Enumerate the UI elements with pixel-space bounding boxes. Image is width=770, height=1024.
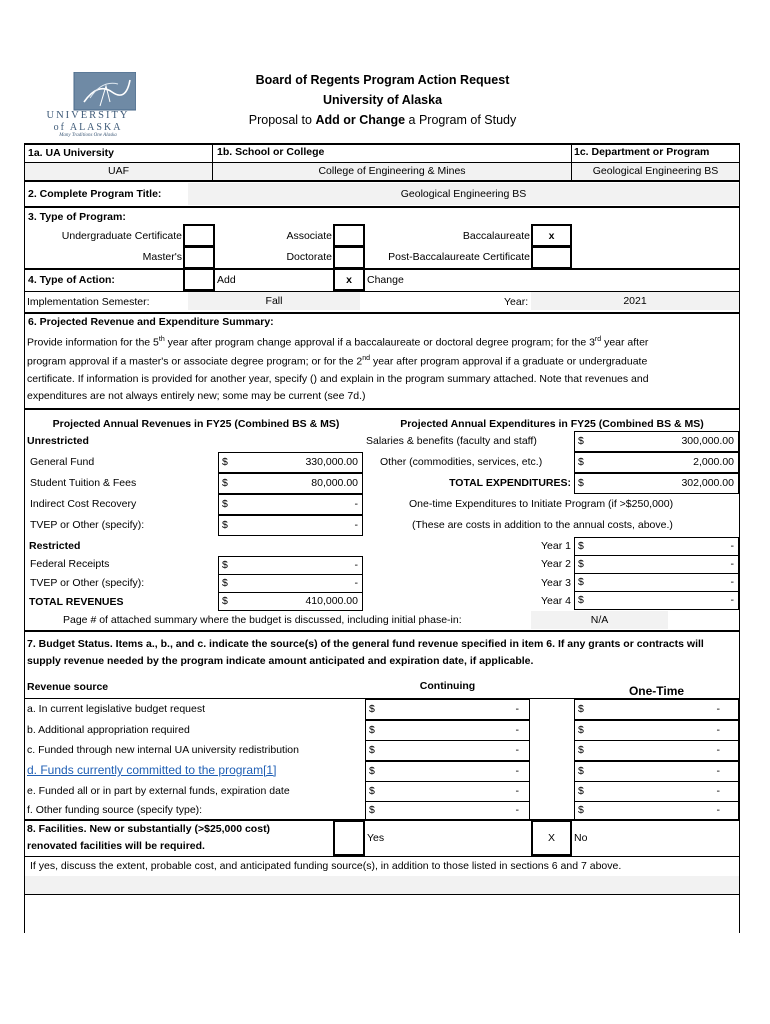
- page-number-label: Page # of attached summary where the budget is discussed, including initial phase-in:: [63, 614, 462, 626]
- add-checkbox[interactable]: [183, 268, 215, 291]
- total-revenues-amount: 410,000.00: [305, 595, 358, 607]
- onetime-amount: -: [716, 744, 720, 756]
- implementation-value[interactable]: Fall: [188, 292, 360, 310]
- currency-symbol: $: [369, 765, 375, 777]
- ua-university-value[interactable]: UAF: [25, 163, 212, 180]
- post-bacc-checkbox[interactable]: [531, 246, 572, 269]
- year-amount-cell[interactable]: [574, 555, 739, 574]
- facilities-yes-label: Yes: [367, 832, 385, 844]
- currency-symbol: $: [222, 577, 228, 589]
- logo-alaska-text: of ALASKA: [53, 122, 123, 133]
- change-label: Change: [367, 274, 404, 286]
- onetime-header: One-Time: [628, 684, 685, 698]
- instructions-line4: expenditures are not always entirely new; some may be current (see 7d.): [27, 390, 366, 402]
- currency-symbol: $: [578, 765, 584, 777]
- sup-nd: nd: [362, 355, 371, 362]
- proposal-bold: Add or Change: [315, 113, 406, 127]
- change-checkbox[interactable]: x: [333, 268, 365, 291]
- total-expenditures-label: TOTAL EXPENDITURES:: [449, 477, 571, 489]
- total-revenues-label: TOTAL REVENUES: [29, 596, 124, 608]
- revenue-label: Indirect Cost Recovery: [30, 498, 137, 510]
- program-title-label: 2. Complete Program Title:: [28, 188, 162, 200]
- instructions-line2: [27, 355, 647, 368]
- continuing-amount: -: [515, 804, 519, 816]
- implementation-label: Implementation Semester:: [27, 296, 150, 308]
- form-subtitle: University of Alaska: [322, 93, 443, 107]
- revenue-amount-cell[interactable]: [218, 515, 363, 536]
- salaries-amount-cell[interactable]: [574, 431, 739, 452]
- revenue-amount: -: [354, 559, 358, 571]
- department-value[interactable]: Geological Engineering BS: [572, 163, 739, 180]
- onetime-amount-cell[interactable]: [574, 801, 739, 820]
- onetime-amount-cell[interactable]: [574, 720, 739, 741]
- baccalaureate-checkbox[interactable]: x: [531, 224, 572, 247]
- action-type-label: 4. Type of Action:: [28, 274, 115, 286]
- onetime-amount: -: [716, 785, 720, 797]
- currency-symbol: $: [369, 785, 375, 797]
- logo-university-text: UNIVERSITY: [46, 110, 130, 121]
- continuing-amount-cell[interactable]: [365, 740, 530, 761]
- year-row-label: Year 1: [541, 540, 571, 552]
- currency-symbol: $: [369, 744, 375, 756]
- currency-symbol: $: [222, 519, 228, 531]
- program-title-value[interactable]: Geological Engineering BS: [188, 183, 739, 205]
- facilities-line1: 8. Facilities. New or substantially (>$25,000 cost): [27, 823, 271, 835]
- total-revenues-cell[interactable]: [218, 592, 363, 611]
- facilities-discussion-field[interactable]: [25, 876, 739, 894]
- year-amount-cell[interactable]: [574, 537, 739, 556]
- instructions-text: program approval if a master's or associate degree program; or for the 2: [27, 355, 363, 368]
- other-amount-cell[interactable]: [574, 452, 739, 473]
- revenue-amount-cell[interactable]: [218, 574, 363, 593]
- logo-tagline: Many Traditions One Alaska: [59, 133, 117, 138]
- total-expenditures-amount: 302,000.00: [681, 477, 734, 489]
- budget-row-label: b. Additional appropriation required: [27, 724, 190, 736]
- revenue-amount: 80,000.00: [311, 477, 358, 489]
- program-type-label: 3. Type of Program:: [28, 211, 126, 223]
- revenue-label: Federal Receipts: [30, 558, 110, 570]
- currency-symbol: $: [578, 576, 584, 588]
- onetime-amount: -: [716, 765, 720, 777]
- budget-status-line1: 7. Budget Status. Items a., b., and c. indicate the source(s) of the general fund revenue specified in item 6. If any grants or contracts will: [27, 638, 704, 650]
- associate-checkbox[interactable]: [333, 224, 365, 247]
- continuing-header: Continuing: [419, 680, 476, 692]
- salaries-label: Salaries & benefits (faculty and staff): [366, 435, 537, 447]
- school-college-label: 1b. School or College: [217, 146, 325, 158]
- year-row-label: Year 2: [541, 558, 571, 570]
- ua-university-label: 1a. UA University: [28, 147, 114, 159]
- instructions-line1: [27, 336, 648, 349]
- onetime-note: (These are costs in addition to the annual costs, above.): [412, 519, 673, 531]
- form-proposal: [190, 113, 575, 127]
- year-value[interactable]: 2021: [531, 292, 739, 310]
- currency-symbol: $: [369, 804, 375, 816]
- continuing-amount: -: [515, 724, 519, 736]
- revenue-label: Student Tuition & Fees: [30, 477, 137, 489]
- currency-symbol: $: [578, 477, 584, 489]
- sup-th: th: [158, 336, 165, 343]
- onetime-label: One-time Expenditures to Initiate Program (if >$250,000): [409, 498, 674, 510]
- instructions-text: Provide information for the 5: [27, 336, 159, 349]
- revenues-title: Projected Annual Revenues in FY25 (Combined BS & MS): [52, 418, 340, 430]
- other-expenditures-label: Other (commodities, services, etc.): [380, 456, 543, 468]
- masters-checkbox[interactable]: [183, 246, 215, 269]
- year-amount: -: [730, 558, 734, 570]
- proposal-post: a Program of Study: [405, 113, 517, 127]
- onetime-amount: -: [716, 804, 720, 816]
- revenue-amount-cell[interactable]: [218, 452, 363, 473]
- instructions-text: year after program approval if a graduate or undergraduate: [370, 355, 648, 368]
- currency-symbol: $: [578, 435, 584, 447]
- post-bacc-label: Post-Baccalaureate Certificate: [388, 251, 530, 263]
- facilities-line2: renovated facilities will be required.: [27, 840, 205, 852]
- university-logo: [40, 72, 136, 140]
- continuing-amount-cell[interactable]: [365, 781, 530, 802]
- revenue-label: General Fund: [30, 456, 95, 468]
- facilities-yes-checkbox[interactable]: [333, 820, 365, 856]
- currency-symbol: $: [578, 456, 584, 468]
- revenue-summary-label: 6. Projected Revenue and Expenditure Summary:: [28, 316, 274, 328]
- instructions-text: year after: [601, 336, 649, 349]
- onetime-amount: -: [716, 703, 720, 715]
- undergrad-cert-label: Undergraduate Certificate: [61, 230, 182, 242]
- currency-symbol: $: [222, 595, 228, 607]
- instructions-text: year after program change approval if a baccalaureate or doctoral degree program; for the 3: [164, 336, 595, 349]
- revenue-amount: -: [354, 498, 358, 510]
- unrestricted-label: Unrestricted: [27, 435, 89, 447]
- currency-symbol: $: [222, 498, 228, 510]
- proposal-pre: Proposal to: [248, 113, 316, 127]
- currency-symbol: $: [222, 456, 228, 468]
- restricted-label: Restricted: [29, 540, 81, 552]
- total-expenditures-cell[interactable]: [574, 473, 739, 494]
- add-label: Add: [217, 274, 236, 286]
- currency-symbol: $: [578, 558, 584, 570]
- continuing-amount: -: [515, 703, 519, 715]
- currency-symbol: $: [578, 785, 584, 797]
- year-amount: -: [730, 540, 734, 552]
- currency-symbol: $: [369, 724, 375, 736]
- salaries-amount: 300,000.00: [681, 435, 734, 447]
- budget-row-label: f. Other funding source (specify type):: [27, 804, 203, 816]
- aurora-logo-icon: [40, 72, 136, 112]
- year-row-label: Year 3: [541, 577, 571, 589]
- onetime-amount: -: [716, 724, 720, 736]
- onetime-amount-cell[interactable]: [574, 740, 739, 761]
- revenue-source-header: Revenue source: [27, 681, 109, 693]
- facilities-no-label: No: [574, 832, 588, 844]
- onetime-amount-cell[interactable]: [574, 699, 739, 720]
- year-amount-cell[interactable]: [574, 573, 739, 592]
- continuing-amount-cell[interactable]: [365, 761, 530, 782]
- continuing-amount: -: [515, 765, 519, 777]
- doctorate-checkbox[interactable]: [333, 246, 365, 269]
- currency-symbol: $: [222, 477, 228, 489]
- department-label: 1c. Department or Program: [574, 146, 710, 158]
- funds-committed-link[interactable]: d. Funds currently committed to the program[1]: [27, 763, 277, 777]
- budget-row-label: c. Funded through new internal UA university redistribution: [27, 744, 299, 756]
- form-title: Board of Regents Program Action Request: [255, 73, 510, 87]
- currency-symbol: $: [578, 594, 584, 606]
- currency-symbol: $: [222, 559, 228, 571]
- continuing-amount: -: [515, 744, 519, 756]
- continuing-amount-cell[interactable]: [365, 699, 530, 720]
- expenditures-title: Projected Annual Expenditures in FY25 (Combined BS & MS): [400, 418, 704, 430]
- year-amount-cell[interactable]: [574, 591, 739, 610]
- budget-row-label: a. In current legislative budget request: [27, 703, 206, 715]
- associate-label: Associate: [286, 230, 332, 242]
- revenue-amount-cell[interactable]: [218, 473, 363, 494]
- currency-symbol: $: [369, 703, 375, 715]
- year-row-label: Year 4: [541, 595, 571, 607]
- masters-label: Master's: [142, 251, 182, 263]
- continuing-amount: -: [515, 785, 519, 797]
- onetime-amount-cell[interactable]: [574, 761, 739, 782]
- budget-row-label: e. Funded all or in part by external funds, expiration date: [27, 785, 290, 797]
- continuing-amount-cell[interactable]: [365, 720, 530, 741]
- baccalaureate-label: Baccalaureate: [462, 230, 530, 242]
- page-number-value[interactable]: N/A: [531, 611, 668, 629]
- other-amount: 2,000.00: [693, 456, 734, 468]
- sup-rd: rd: [594, 336, 602, 343]
- year-label: Year:: [504, 296, 529, 308]
- year-amount: -: [730, 594, 734, 606]
- currency-symbol: $: [578, 804, 584, 816]
- currency-symbol: $: [578, 703, 584, 715]
- undergrad-cert-checkbox[interactable]: [183, 224, 215, 247]
- continuing-amount-cell[interactable]: [365, 801, 530, 820]
- currency-symbol: $: [578, 744, 584, 756]
- year-amount: -: [730, 576, 734, 588]
- revenue-label: TVEP or Other (specify):: [30, 519, 145, 531]
- budget-status-line2: supply revenue needed by the program indicate amount anticipated and expiration date, if applicable.: [27, 655, 534, 667]
- revenue-amount-cell[interactable]: [218, 556, 363, 575]
- revenue-amount: -: [354, 519, 358, 531]
- revenue-amount-cell[interactable]: [218, 494, 363, 515]
- doctorate-label: Doctorate: [286, 251, 332, 263]
- revenue-label: TVEP or Other (specify):: [30, 577, 145, 589]
- instructions-line3: certificate. If information is provided for another year, specify () and explain in the program summary attached. Note that revenues and: [27, 373, 649, 385]
- school-college-value[interactable]: College of Engineering & Mines: [213, 163, 571, 180]
- currency-symbol: $: [578, 724, 584, 736]
- currency-symbol: $: [578, 540, 584, 552]
- onetime-amount-cell[interactable]: [574, 781, 739, 802]
- facilities-note: If yes, discuss the extent, probable cost, and anticipated funding source(s), in addition to those listed in sections 6 and 7 above.: [30, 860, 622, 872]
- facilities-no-checkbox[interactable]: X: [531, 820, 572, 856]
- revenue-amount: 330,000.00: [305, 456, 358, 468]
- revenue-amount: -: [354, 577, 358, 589]
